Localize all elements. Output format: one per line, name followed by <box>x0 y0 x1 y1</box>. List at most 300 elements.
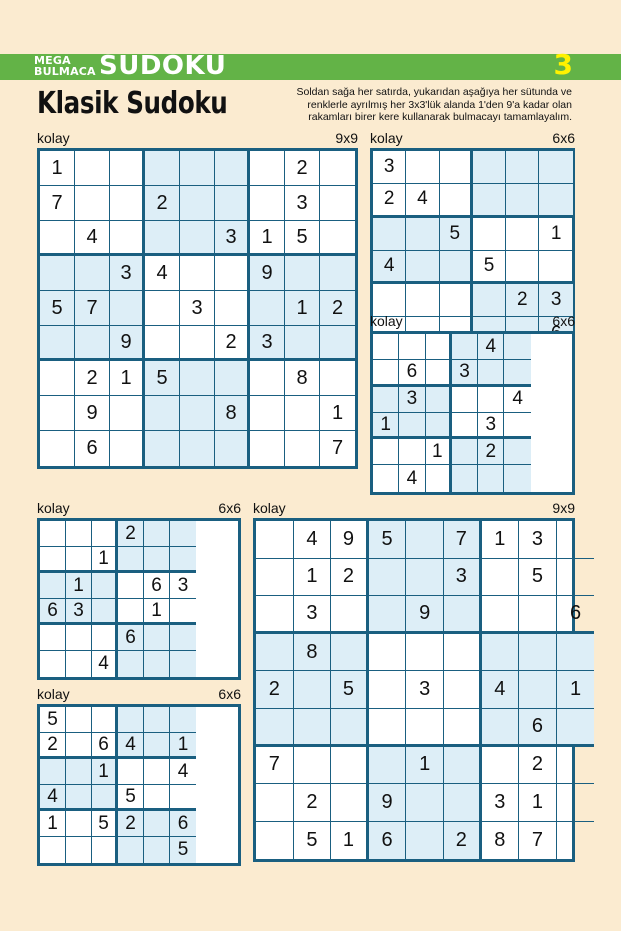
sudoku-cell-given: 3 <box>180 291 215 326</box>
sudoku-cell-given: 5 <box>145 361 180 396</box>
sudoku-cell-empty[interactable] <box>320 186 355 221</box>
sudoku-cell-empty[interactable] <box>144 733 170 759</box>
sudoku-cell-empty[interactable] <box>440 184 473 217</box>
sudoku-cell-empty[interactable] <box>180 431 215 466</box>
puzzle-size-label: 6x6 <box>552 313 575 329</box>
sudoku-cell-empty[interactable] <box>406 822 444 860</box>
sudoku-cell-empty[interactable] <box>406 709 444 747</box>
sudoku-cell-empty[interactable] <box>256 709 294 747</box>
sudoku-cell-given: 2 <box>75 361 110 396</box>
sudoku-cell-empty[interactable] <box>369 671 407 709</box>
sudoku-cell-empty[interactable] <box>426 465 452 491</box>
puzzle-size-label: 6x6 <box>218 500 241 516</box>
sudoku-cell-given: 6 <box>92 733 118 759</box>
page-title: Klasik Sudoku <box>37 86 228 121</box>
sudoku-cell-empty[interactable] <box>519 634 557 672</box>
sudoku-cell-empty[interactable] <box>539 184 572 217</box>
sudoku-cell-given: 2 <box>145 186 180 221</box>
sudoku-cell-given: 7 <box>444 521 482 559</box>
sudoku-cell-empty[interactable] <box>118 759 144 785</box>
sudoku-cell-given: 4 <box>118 733 144 759</box>
sudoku-cell-given: 3 <box>66 599 92 625</box>
sudoku-cell-empty[interactable] <box>331 596 369 634</box>
sudoku-cell-empty[interactable] <box>180 326 215 361</box>
sudoku-cell-given: 3 <box>215 221 250 256</box>
sudoku-cell-empty[interactable] <box>215 256 250 291</box>
sudoku-cell-empty[interactable] <box>452 465 478 491</box>
sudoku-cell-empty[interactable] <box>170 785 196 811</box>
sudoku-cell-given: 1 <box>482 521 520 559</box>
sudoku-cell-empty[interactable] <box>92 573 118 599</box>
sudoku-cell-empty[interactable] <box>170 707 196 733</box>
sudoku-cell-given: 4 <box>399 465 425 491</box>
sudoku-cell-empty[interactable] <box>66 733 92 759</box>
sudoku-cell-empty[interactable] <box>40 431 75 466</box>
sudoku-cell-empty[interactable] <box>478 465 504 491</box>
sudoku-cell-given: 1 <box>406 747 444 785</box>
sudoku-cell-empty[interactable] <box>215 431 250 466</box>
sudoku-cell-empty[interactable] <box>118 651 144 677</box>
sudoku-cell-empty[interactable] <box>519 671 557 709</box>
sudoku-cell-empty[interactable] <box>144 785 170 811</box>
sudoku-cell-given: 3 <box>294 596 332 634</box>
sudoku-cell-empty[interactable] <box>504 439 530 465</box>
sudoku-cell-empty[interactable] <box>373 387 399 413</box>
sudoku-cell-empty[interactable] <box>452 334 478 360</box>
sudoku-cell-given: 3 <box>399 387 425 413</box>
sudoku-cell-empty[interactable] <box>473 184 506 217</box>
sudoku-cell-empty[interactable] <box>250 186 285 221</box>
sudoku-cell-empty[interactable] <box>66 759 92 785</box>
sudoku-cell-empty[interactable] <box>145 221 180 256</box>
sudoku-cell-given: 5 <box>331 671 369 709</box>
sudoku-cell-empty[interactable] <box>180 221 215 256</box>
sudoku-cell-empty[interactable] <box>66 625 92 651</box>
sudoku-cell-empty[interactable] <box>256 784 294 822</box>
sudoku-cell-empty[interactable] <box>180 396 215 431</box>
sudoku-cell-given: 2 <box>519 747 557 785</box>
sudoku-cell-empty[interactable] <box>145 151 180 186</box>
sudoku-cell-given: 1 <box>144 599 170 625</box>
sudoku-cell-empty[interactable] <box>215 291 250 326</box>
sudoku-cell-empty[interactable] <box>40 221 75 256</box>
sudoku-cell-given: 2 <box>118 811 144 837</box>
sudoku-cell-empty[interactable] <box>331 634 369 672</box>
sudoku-cell-given: 3 <box>452 360 478 386</box>
sudoku-cell-given: 1 <box>285 291 320 326</box>
instructions-text: Soldan sağa her satırda, yukarıdan aşağıya her sütunda ve renklerle ayrılmış her 3x3'lük alanda 1'den 9'a kadar olan rakamları birer kere kullanarak bulmacayı tamamlayalım. <box>296 86 572 123</box>
sudoku-cell-empty[interactable] <box>294 747 332 785</box>
sudoku-cell-given: 4 <box>40 785 66 811</box>
sudoku-cell-empty[interactable] <box>92 521 118 547</box>
sudoku-cell-empty[interactable] <box>66 547 92 573</box>
sudoku-cell-empty[interactable] <box>180 256 215 291</box>
sudoku-cell-given: 5 <box>118 785 144 811</box>
sudoku-cell-empty[interactable] <box>256 822 294 860</box>
sudoku-cell-empty[interactable] <box>92 707 118 733</box>
sudoku-cell-empty[interactable] <box>473 151 506 184</box>
puzzle-difficulty-label: kolay <box>253 500 286 516</box>
sudoku-cell-empty[interactable] <box>118 599 144 625</box>
sudoku-cell-empty[interactable] <box>40 759 66 785</box>
sudoku-cell-empty[interactable] <box>440 284 473 317</box>
sudoku-cell-given: 5 <box>294 822 332 860</box>
sudoku-cell-given: 5 <box>170 837 196 863</box>
sudoku-cell-empty[interactable] <box>320 326 355 361</box>
sudoku-cell-empty[interactable] <box>406 784 444 822</box>
sudoku-cell-empty[interactable] <box>92 837 118 863</box>
sudoku-cell-given: 6 <box>118 625 144 651</box>
sudoku-cell-empty[interactable] <box>444 596 482 634</box>
sudoku-cell-empty[interactable] <box>519 596 557 634</box>
sudoku-cell-empty[interactable] <box>320 361 355 396</box>
sudoku-cell-given: 9 <box>406 596 444 634</box>
sudoku-grid <box>37 704 241 866</box>
sudoku-cell-empty[interactable] <box>110 396 145 431</box>
sudoku-cell-given: 3 <box>406 671 444 709</box>
sudoku-cell-empty[interactable] <box>373 334 399 360</box>
sudoku-cell-empty[interactable] <box>557 822 595 860</box>
sudoku-cell-empty[interactable] <box>118 707 144 733</box>
sudoku-cell-empty[interactable] <box>426 334 452 360</box>
sudoku-cell-empty[interactable] <box>40 625 66 651</box>
sudoku-cell-empty[interactable] <box>406 251 439 284</box>
sudoku-cell-given: 3 <box>110 256 145 291</box>
sudoku-cell-empty[interactable] <box>144 837 170 863</box>
sudoku-cell-empty[interactable] <box>170 521 196 547</box>
sudoku-cell-empty[interactable] <box>75 326 110 361</box>
sudoku-cell-given: 1 <box>250 221 285 256</box>
sudoku-cell-given: 4 <box>170 759 196 785</box>
sudoku-cell-empty[interactable] <box>40 547 66 573</box>
sudoku-cell-empty[interactable] <box>118 547 144 573</box>
sudoku-cell-empty[interactable] <box>145 326 180 361</box>
sudoku-cell-empty[interactable] <box>373 465 399 491</box>
sudoku-cell-empty[interactable] <box>145 291 180 326</box>
sudoku-cell-empty[interactable] <box>406 218 439 251</box>
sudoku-cell-empty[interactable] <box>92 785 118 811</box>
sudoku-cell-empty[interactable] <box>369 559 407 597</box>
sudoku-grid <box>253 518 582 862</box>
sudoku-cell-given: 2 <box>320 291 355 326</box>
sudoku-cell-given: 2 <box>444 822 482 860</box>
sudoku-cell-empty[interactable] <box>250 151 285 186</box>
sudoku-cell-given: 4 <box>145 256 180 291</box>
sudoku-cell-empty[interactable] <box>473 284 506 317</box>
sudoku-cell-empty[interactable] <box>504 334 530 360</box>
sudoku-cell-empty[interactable] <box>426 360 452 386</box>
sudoku-cell-empty[interactable] <box>180 151 215 186</box>
sudoku-cell-given: 1 <box>92 547 118 573</box>
sudoku-cell-empty[interactable] <box>331 709 369 747</box>
sudoku-cell-empty[interactable] <box>40 573 66 599</box>
sudoku-cell-empty[interactable] <box>170 625 196 651</box>
page-number: 3 <box>553 48 573 81</box>
sudoku-cell-given: 9 <box>250 256 285 291</box>
sudoku-cell-given: 5 <box>440 218 473 251</box>
sudoku-cell-given: 1 <box>557 671 595 709</box>
sudoku-cell-empty[interactable] <box>75 151 110 186</box>
sudoku-cell-empty[interactable] <box>110 291 145 326</box>
puzzle-difficulty-label: kolay <box>370 130 403 146</box>
sudoku-cell-empty[interactable] <box>426 413 452 439</box>
sudoku-cell-given: 8 <box>482 822 520 860</box>
sudoku-cell-given: 3 <box>482 784 520 822</box>
sudoku-cell-given: 1 <box>320 396 355 431</box>
sudoku-cell-empty[interactable] <box>373 439 399 465</box>
sudoku-cell-empty[interactable] <box>75 186 110 221</box>
sudoku-cell-empty[interactable] <box>539 151 572 184</box>
brand-logo-main: SUDOKU <box>99 51 227 81</box>
sudoku-cell-empty[interactable] <box>506 218 539 251</box>
sudoku-cell-given: 1 <box>294 559 332 597</box>
sudoku-cell-empty[interactable] <box>110 431 145 466</box>
sudoku-cell-given: 4 <box>482 671 520 709</box>
sudoku-cell-empty[interactable] <box>426 387 452 413</box>
sudoku-cell-given: 9 <box>75 396 110 431</box>
puzzle-size-label: 6x6 <box>218 686 241 702</box>
puzzle-difficulty-label: kolay <box>370 313 403 329</box>
sudoku-cell-empty[interactable] <box>406 559 444 597</box>
sudoku-cell-given: 1 <box>373 413 399 439</box>
sudoku-cell-empty[interactable] <box>444 784 482 822</box>
puzzle-difficulty-label: kolay <box>37 686 70 702</box>
sudoku-cell-empty[interactable] <box>75 256 110 291</box>
puzzle-size-label: 9x9 <box>552 500 575 516</box>
sudoku-cell-given: 1 <box>92 759 118 785</box>
sudoku-cell-empty[interactable] <box>144 547 170 573</box>
sudoku-cell-empty[interactable] <box>444 671 482 709</box>
sudoku-cell-empty[interactable] <box>256 521 294 559</box>
sudoku-cell-empty[interactable] <box>557 559 595 597</box>
sudoku-cell-empty[interactable] <box>482 634 520 672</box>
sudoku-cell-given: 2 <box>373 184 406 217</box>
sudoku-cell-given: 4 <box>504 387 530 413</box>
sudoku-cell-given: 1 <box>170 733 196 759</box>
sudoku-cell-empty[interactable] <box>40 396 75 431</box>
sudoku-cell-empty[interactable] <box>399 439 425 465</box>
sudoku-cell-given: 4 <box>75 221 110 256</box>
sudoku-cell-empty[interactable] <box>180 361 215 396</box>
sudoku-cell-empty[interactable] <box>406 284 439 317</box>
sudoku-cell-given: 6 <box>170 811 196 837</box>
sudoku-cell-empty[interactable] <box>331 747 369 785</box>
sudoku-cell-empty[interactable] <box>369 634 407 672</box>
sudoku-cell-empty[interactable] <box>250 361 285 396</box>
sudoku-cell-empty[interactable] <box>399 413 425 439</box>
sudoku-cell-empty[interactable] <box>504 413 530 439</box>
sudoku-cell-empty[interactable] <box>478 387 504 413</box>
sudoku-cell-empty[interactable] <box>256 559 294 597</box>
sudoku-cell-given: 5 <box>40 291 75 326</box>
sudoku-cell-empty[interactable] <box>110 221 145 256</box>
sudoku-cell-given: 3 <box>539 284 572 317</box>
sudoku-cell-empty[interactable] <box>369 709 407 747</box>
sudoku-cell-empty[interactable] <box>294 709 332 747</box>
sudoku-grid <box>37 518 241 680</box>
sudoku-cell-empty[interactable] <box>66 521 92 547</box>
sudoku-cell-empty[interactable] <box>369 596 407 634</box>
sudoku-cell-empty[interactable] <box>66 811 92 837</box>
sudoku-cell-given: 1 <box>40 811 66 837</box>
sudoku-cell-empty[interactable] <box>118 573 144 599</box>
sudoku-cell-given: 1 <box>40 151 75 186</box>
sudoku-cell-empty[interactable] <box>256 596 294 634</box>
sudoku-cell-empty[interactable] <box>399 334 425 360</box>
sudoku-cell-empty[interactable] <box>40 256 75 291</box>
sudoku-cell-given: 8 <box>294 634 332 672</box>
sudoku-cell-empty[interactable] <box>250 396 285 431</box>
sudoku-cell-empty[interactable] <box>110 186 145 221</box>
sudoku-cell-empty[interactable] <box>406 634 444 672</box>
sudoku-cell-empty[interactable] <box>170 651 196 677</box>
sudoku-cell-empty[interactable] <box>215 361 250 396</box>
sudoku-cell-given: 5 <box>40 707 66 733</box>
sudoku-cell-empty[interactable] <box>285 396 320 431</box>
sudoku-cell-empty[interactable] <box>452 413 478 439</box>
sudoku-cell-given: 6 <box>40 599 66 625</box>
puzzle-size-label: 9x9 <box>335 130 358 146</box>
sudoku-cell-given: 2 <box>331 559 369 597</box>
sudoku-cell-empty[interactable] <box>110 151 145 186</box>
sudoku-cell-empty[interactable] <box>440 251 473 284</box>
sudoku-cell-given: 4 <box>373 251 406 284</box>
sudoku-cell-empty[interactable] <box>482 709 520 747</box>
sudoku-cell-empty[interactable] <box>40 651 66 677</box>
sudoku-grid <box>370 331 575 495</box>
sudoku-cell-empty[interactable] <box>285 431 320 466</box>
sudoku-cell-empty[interactable] <box>557 521 595 559</box>
sudoku-cell-empty[interactable] <box>40 361 75 396</box>
sudoku-cell-given: 5 <box>369 521 407 559</box>
sudoku-cell-empty[interactable] <box>144 759 170 785</box>
sudoku-cell-empty[interactable] <box>285 256 320 291</box>
sudoku-cell-empty[interactable] <box>557 784 595 822</box>
sudoku-cell-empty[interactable] <box>170 547 196 573</box>
sudoku-cell-given: 1 <box>66 573 92 599</box>
brand-top: MEGA <box>34 54 71 67</box>
sudoku-cell-given: 6 <box>144 573 170 599</box>
sudoku-cell-empty[interactable] <box>144 625 170 651</box>
sudoku-cell-empty[interactable] <box>66 707 92 733</box>
sudoku-cell-empty[interactable] <box>145 431 180 466</box>
sudoku-cell-empty[interactable] <box>506 184 539 217</box>
puzzle-difficulty-label: kolay <box>37 500 70 516</box>
sudoku-cell-empty[interactable] <box>180 186 215 221</box>
sudoku-cell-empty[interactable] <box>144 651 170 677</box>
sudoku-cell-empty[interactable] <box>473 218 506 251</box>
sudoku-cell-empty[interactable] <box>294 671 332 709</box>
sudoku-cell-empty[interactable] <box>444 634 482 672</box>
sudoku-cell-empty[interactable] <box>331 784 369 822</box>
sudoku-cell-empty[interactable] <box>452 387 478 413</box>
sudoku-cell-empty[interactable] <box>406 151 439 184</box>
sudoku-cell-empty[interactable] <box>250 431 285 466</box>
sudoku-cell-given: 5 <box>473 251 506 284</box>
sudoku-cell-empty[interactable] <box>557 747 595 785</box>
sudoku-cell-given: 9 <box>110 326 145 361</box>
sudoku-cell-given: 8 <box>285 361 320 396</box>
sudoku-grid <box>37 148 358 469</box>
sudoku-cell-empty[interactable] <box>444 747 482 785</box>
puzzle-size-label: 6x6 <box>552 130 575 146</box>
sudoku-cell-empty[interactable] <box>145 396 180 431</box>
puzzle-difficulty-label: kolay <box>37 130 70 146</box>
sudoku-cell-empty[interactable] <box>440 151 473 184</box>
sudoku-cell-given: 6 <box>75 431 110 466</box>
sudoku-cell-empty[interactable] <box>369 747 407 785</box>
sudoku-cell-empty[interactable] <box>256 634 294 672</box>
sudoku-cell-empty[interactable] <box>320 151 355 186</box>
sudoku-cell-given: 2 <box>478 439 504 465</box>
sudoku-cell-empty[interactable] <box>320 221 355 256</box>
sudoku-cell-given: 2 <box>118 521 144 547</box>
sudoku-cell-empty[interactable] <box>320 256 355 291</box>
sudoku-cell-empty[interactable] <box>478 360 504 386</box>
sudoku-cell-empty[interactable] <box>250 291 285 326</box>
sudoku-cell-given: 1 <box>110 361 145 396</box>
sudoku-cell-given: 4 <box>92 651 118 677</box>
sudoku-cell-empty[interactable] <box>482 747 520 785</box>
sudoku-cell-given: 3 <box>373 151 406 184</box>
sudoku-cell-given: 6 <box>519 709 557 747</box>
sudoku-cell-empty[interactable] <box>539 251 572 284</box>
sudoku-cell-given: 3 <box>250 326 285 361</box>
sudoku-cell-empty[interactable] <box>373 360 399 386</box>
sudoku-cell-empty[interactable] <box>215 186 250 221</box>
sudoku-cell-given: 3 <box>170 573 196 599</box>
sudoku-cell-empty[interactable] <box>92 599 118 625</box>
sudoku-cell-empty[interactable] <box>406 521 444 559</box>
sudoku-cell-empty[interactable] <box>373 218 406 251</box>
sudoku-cell-empty[interactable] <box>452 439 478 465</box>
sudoku-cell-empty[interactable] <box>66 651 92 677</box>
sudoku-cell-given: 3 <box>285 186 320 221</box>
sudoku-cell-empty[interactable] <box>504 465 530 491</box>
sudoku-cell-given: 1 <box>331 822 369 860</box>
sudoku-cell-empty[interactable] <box>40 837 66 863</box>
sudoku-cell-empty[interactable] <box>92 625 118 651</box>
sudoku-cell-empty[interactable] <box>557 634 595 672</box>
sudoku-cell-empty[interactable] <box>40 326 75 361</box>
sudoku-cell-given: 6 <box>557 596 595 634</box>
sudoku-cell-empty[interactable] <box>144 811 170 837</box>
sudoku-cell-empty[interactable] <box>144 707 170 733</box>
sudoku-cell-given: 2 <box>40 733 66 759</box>
sudoku-cell-given: 7 <box>75 291 110 326</box>
sudoku-cell-empty[interactable] <box>40 521 66 547</box>
sudoku-cell-given: 5 <box>285 221 320 256</box>
sudoku-cell-empty[interactable] <box>444 709 482 747</box>
sudoku-cell-empty[interactable] <box>66 837 92 863</box>
sudoku-cell-given: 4 <box>478 334 504 360</box>
sudoku-cell-empty[interactable] <box>482 559 520 597</box>
sudoku-cell-empty[interactable] <box>504 360 530 386</box>
sudoku-cell-empty[interactable] <box>215 151 250 186</box>
brand-bottom: BULMACA <box>34 65 96 78</box>
sudoku-cell-empty[interactable] <box>285 326 320 361</box>
sudoku-cell-empty[interactable] <box>144 521 170 547</box>
brand-logo-small <box>34 55 96 77</box>
sudoku-cell-empty[interactable] <box>118 837 144 863</box>
sudoku-cell-empty[interactable] <box>506 251 539 284</box>
sudoku-cell-empty[interactable] <box>557 709 595 747</box>
sudoku-cell-given: 2 <box>294 784 332 822</box>
sudoku-cell-empty[interactable] <box>170 599 196 625</box>
sudoku-cell-empty[interactable] <box>482 596 520 634</box>
sudoku-cell-empty[interactable] <box>66 785 92 811</box>
sudoku-cell-empty[interactable] <box>506 151 539 184</box>
